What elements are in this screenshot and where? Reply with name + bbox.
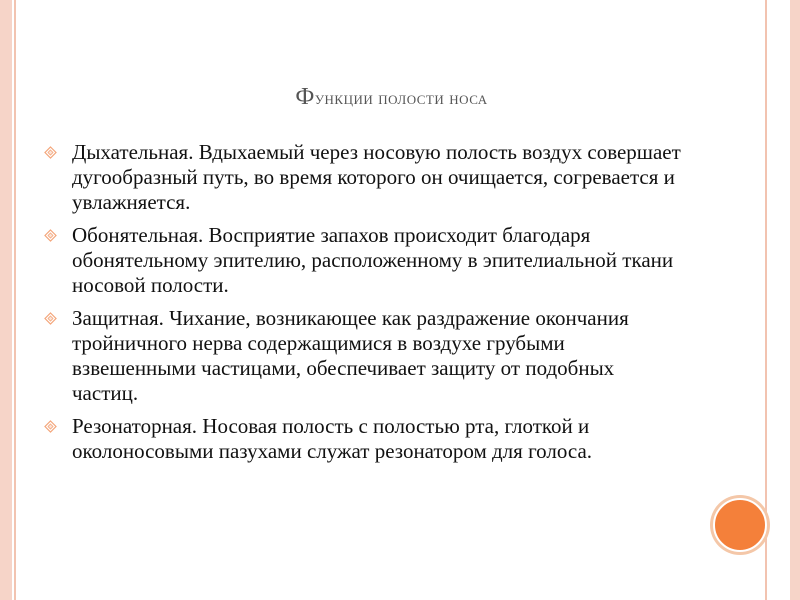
bullet-item-olfactory [44,223,684,298]
bullet-list [44,140,684,472]
bullet-item-resonator [44,414,684,464]
orange-circle-icon [713,498,767,552]
left-border-line [14,0,16,600]
bullet-item-respiratory [44,140,684,215]
slide-title-initial: Ф [295,84,315,110]
right-border-stripe [790,0,800,600]
bullet-text: Обонятельная. Восприятие запахов происходит благодаря обонятельному эпителию, расположенному в эпителиальной ткани носовой полости. [72,223,674,297]
bullet-text: Резонаторная. Носовая полость с полостью рта, глоткой и околоносовыми пазухами служат резонатором для голоса. [72,414,593,463]
left-border-stripe [0,0,12,600]
slide-title [18,84,765,111]
bullet-item-protective [44,306,684,406]
bullet-text: Дыхательная. Вдыхаемый через носовую полость воздух совершает дугообразный путь, во время которого он очищается, согревается и увлажняется. [72,140,681,214]
bullet-diamond-icon [44,420,57,433]
bullet-diamond-icon [44,229,57,242]
slide-title-rest: ункции полости носа [314,88,488,108]
bullet-text: Защитная. Чихание, возникающее как раздражение окончания тройничного нерва содержащимися в воздухе грубыми взвешенными частицами, обеспечивает защиту от подобных частиц. [72,306,629,405]
bullet-diamond-icon [44,146,57,159]
bullet-diamond-icon [44,312,57,325]
